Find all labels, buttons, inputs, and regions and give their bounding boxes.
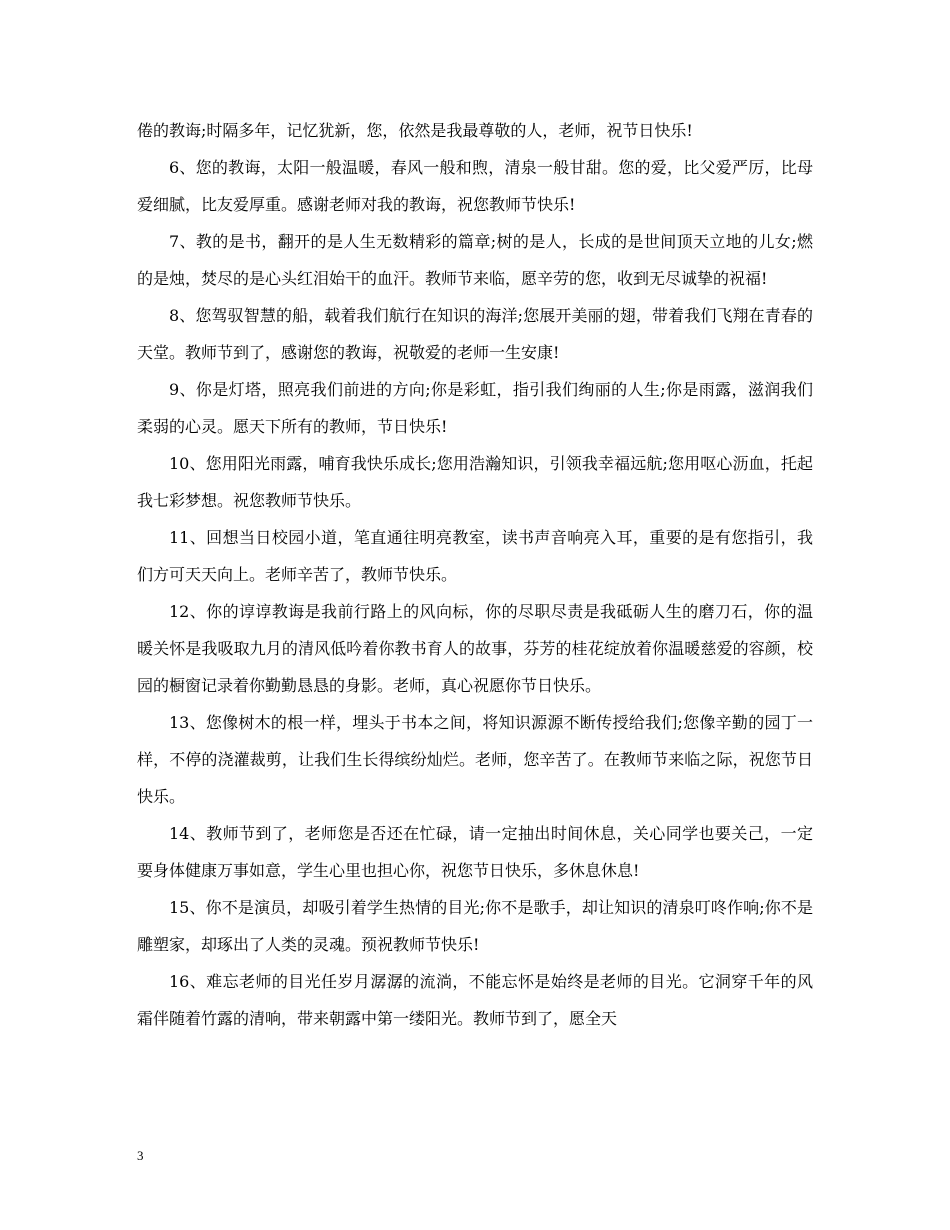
paragraph-item-14: 14、教师节到了，老师您是否还在忙碌，请一定抽出时间休息，关心同学也要关己，一定要身体健康万事如意，学生心里也担心你，祝您节日快乐，多休息休息! <box>137 824 813 880</box>
paragraph-item-16: 16、难忘老师的目光任岁月潺潺的流淌，不能忘怀是始终是老师的目光。它洞穿千年的风霜伴随着竹露的清响，带来朝露中第一缕阳光。教师节到了，愿全天 <box>137 972 813 1028</box>
paragraph-continuation: 倦的教诲;时隔多年，记忆犹新，您，依然是我最尊敬的人，老师，祝节日快乐! <box>137 121 693 140</box>
paragraph-item-9: 9、你是灯塔，照亮我们前进的方向;你是彩虹，指引我们绚丽的人生;你是雨露，滋润我们柔弱的心灵。愿天下所有的教师，节日快乐! <box>137 380 813 436</box>
paragraph-item-12: 12、你的谆谆教诲是我前行路上的风向标，你的尽职尽责是我砥砺人生的磨刀石，你的温暖关怀是我吸取九月的清风低吟着你教书育人的故事，芬芳的桂花绽放着你温暖慈爱的容颜，校园的橱窗记录着你勤勤恳恳的身影。老师，真心祝愿你节日快乐。 <box>137 602 813 695</box>
paragraph-item-8: 8、您驾驭智慧的船，载着我们航行在知识的海洋;您展开美丽的翅，带着我们飞翔在青春的天堂。教师节到了，感谢您的教诲，祝敬爱的老师一生安康! <box>137 306 813 362</box>
page-number: 3 <box>137 1148 144 1163</box>
paragraph-item-6: 6、您的教诲，太阳一般温暖，春风一般和煦，清泉一般甘甜。您的爱，比父爱严厉，比母爱细腻，比友爱厚重。感谢老师对我的教诲，祝您教师节快乐! <box>137 158 813 214</box>
paragraph-item-10: 10、您用阳光雨露，哺育我快乐成长;您用浩瀚知识，引领我幸福远航;您用呕心沥血，托起我七彩梦想。祝您教师节快乐。 <box>137 454 813 510</box>
page-content <box>137 112 813 1037</box>
paragraph-item-13: 13、您像树木的根一样，埋头于书本之间，将知识源源不断传授给我们;您像辛勤的园丁一样，不停的浇灌裁剪，让我们生长得缤纷灿烂。老师，您辛苦了。在教师节来临之际，祝您节日快乐。 <box>137 713 813 806</box>
paragraph-item-11: 11、回想当日校园小道，笔直通往明亮教室，读书声音响亮入耳，重要的是有您指引，我们方可天天向上。老师辛苦了，教师节快乐。 <box>137 528 813 584</box>
paragraph-item-15: 15、你不是演员，却吸引着学生热情的目光;你不是歌手，却让知识的清泉叮咚作响;你不是雕塑家，却琢出了人类的灵魂。预祝教师节快乐! <box>137 898 813 954</box>
paragraph-item-7: 7、教的是书，翻开的是人生无数精彩的篇章;树的是人，长成的是世间顶天立地的儿女;燃的是烛，焚尽的是心头红泪始干的血汗。教师节来临，愿辛劳的您，收到无尽诚挚的祝福! <box>137 232 813 288</box>
